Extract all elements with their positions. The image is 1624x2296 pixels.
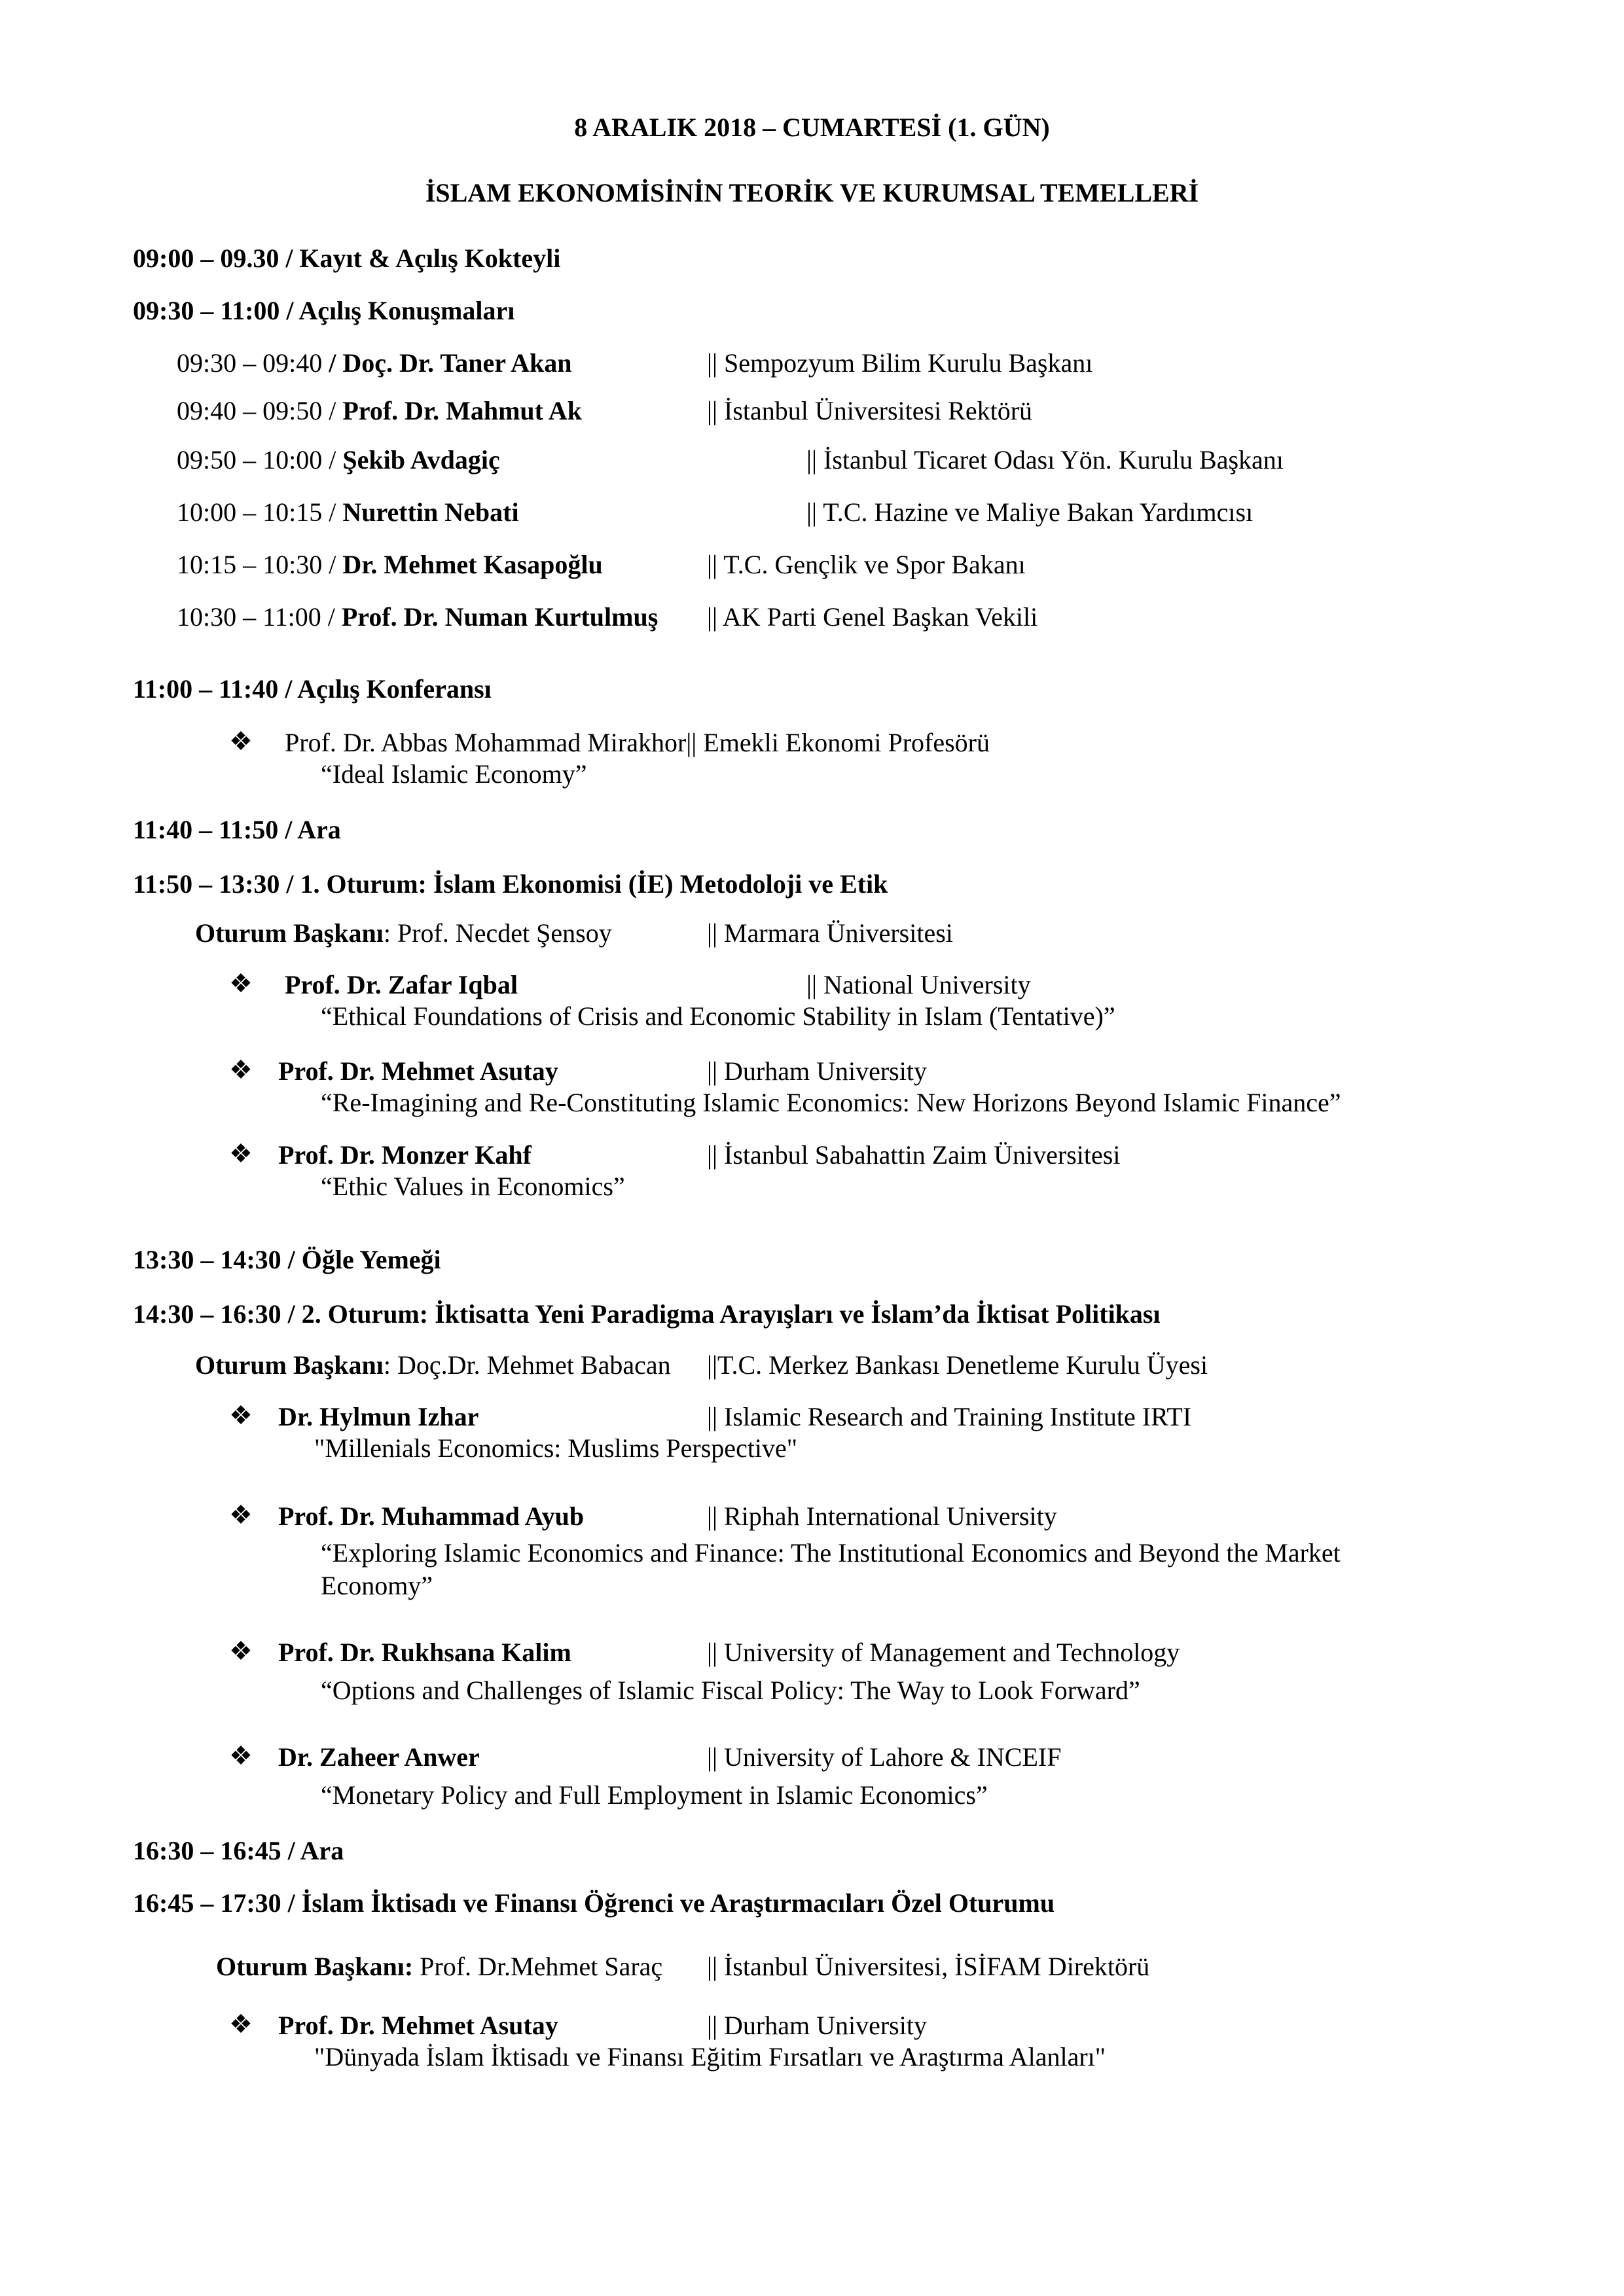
keynote-speaker-name: Prof. Dr. Abbas Mohammad Mirakhor xyxy=(285,728,687,757)
speech-separator: / xyxy=(321,602,342,632)
paper-title: “Monetary Policy and Full Employment in Islamic Economics” xyxy=(321,1780,988,1810)
paper-title: “Re-Imagining and Re-Constituting Islamic Economics: New Horizons Beyond Islamic Finance” xyxy=(321,1088,1341,1117)
presenter-name: Dr. Hylmun Izhar xyxy=(278,1402,479,1431)
session3-chair xyxy=(216,1952,662,1982)
bullet-icon: ❖ xyxy=(229,2009,253,2039)
speech-role: || AK Parti Genel Başkan Vekili xyxy=(707,602,1038,632)
bullet-icon: ❖ xyxy=(229,1139,253,1168)
presenter-name: Prof. Dr. Monzer Kahf xyxy=(278,1140,532,1170)
paper-title: “Ethical Foundations of Crisis and Economic Stability in Islam (Tentative)” xyxy=(321,1001,1115,1031)
speech-time: 10:00 – 10:15 xyxy=(177,497,323,527)
speech-row xyxy=(177,497,519,528)
session2-heading: 14:30 – 16:30 / 2. Oturum: İktisatta Yeni Paradigma Arayışları ve İslam’da İktisat Politikası xyxy=(133,1299,1161,1329)
paper-title: “Options and Challenges of Islamic Fiscal Policy: The Way to Look Forward” xyxy=(321,1676,1140,1705)
day-theme: İSLAM EKONOMİSİNİN TEORİK VE KURUMSAL TEMELLERİ xyxy=(425,178,1199,207)
break-block: 16:30 – 16:45 / Ara xyxy=(133,1836,344,1865)
speech-role: || İstanbul Üniversitesi Rektörü xyxy=(707,396,1033,425)
speech-role: || T.C. Gençlik ve Spor Bakanı xyxy=(707,550,1026,579)
speech-speaker: Prof. Dr. Numan Kurtulmuş xyxy=(341,602,659,632)
presenter-name: Dr. Zaheer Anwer xyxy=(278,1742,480,1772)
speech-separator: / xyxy=(322,396,343,425)
session2-chair xyxy=(195,1350,671,1380)
paper-title: “Exploring Islamic Economics and Finance: The Institutional Economics and Beyond the Market xyxy=(321,1538,1341,1568)
speech-row xyxy=(177,396,582,426)
chair-name: : Doç.Dr. Mehmet Babacan xyxy=(383,1350,671,1380)
presenter-affiliation: || Durham University xyxy=(707,2011,927,2040)
bullet-icon: ❖ xyxy=(229,1401,253,1430)
presenter-name: Prof. Dr. Zafar Iqbal xyxy=(285,970,518,999)
speech-speaker: Doç. Dr. Taner Akan xyxy=(342,348,572,378)
opening-speeches-block: 09:30 – 11:00 / Açılış Konuşmaları xyxy=(133,296,515,325)
speech-time: 09:30 – 09:40 xyxy=(177,348,323,378)
speech-speaker: Şekib Avdagiç xyxy=(342,445,500,475)
speech-speaker: Dr. Mehmet Kasapoğlu xyxy=(342,550,603,579)
break-block: 11:40 – 11:50 / Ara xyxy=(133,815,341,844)
keynote-speaker-role: || Emekli Ekonomi Profesörü xyxy=(686,728,990,757)
chair-label: Oturum Başkanı xyxy=(195,918,384,948)
speech-speaker: Nurettin Nebati xyxy=(342,497,519,527)
bullet-icon: ❖ xyxy=(229,1741,253,1770)
speech-role: || T.C. Hazine ve Maliye Bakan Yardımcısı xyxy=(806,497,1254,527)
presenter-affiliation: || Durham University xyxy=(707,1056,927,1086)
presenter-affiliation: || University of Management and Technology xyxy=(707,1638,1180,1667)
presenter-affiliation: || Riphah International University xyxy=(707,1501,1057,1531)
keynote-title: “Ideal Islamic Economy” xyxy=(321,759,587,789)
keynote-speaker xyxy=(285,728,990,758)
presenter-name: Prof. Dr. Muhammad Ayub xyxy=(278,1501,585,1531)
paper-title-continued: Economy” xyxy=(321,1571,433,1600)
bullet-icon: ❖ xyxy=(229,1636,253,1666)
bullet-icon: ❖ xyxy=(229,969,253,998)
presenter-name: Prof. Dr. Mehmet Asutay xyxy=(278,1056,558,1086)
day-heading: 8 ARALIK 2018 – CUMARTESİ (1. GÜN) xyxy=(574,113,1050,142)
chair-name: Prof. Dr.Mehmet Saraç xyxy=(420,1952,663,1981)
speech-separator: / xyxy=(322,445,343,475)
speech-row xyxy=(177,445,500,475)
presenter-name: Prof. Dr. Mehmet Asutay xyxy=(278,2011,558,2040)
speech-time: 09:50 – 10:00 xyxy=(177,445,323,475)
speech-row xyxy=(177,602,658,632)
session1-heading: 11:50 – 13:30 / 1. Oturum: İslam Ekonomisi (İE) Metodoloji ve Etik xyxy=(133,869,888,899)
session1-chair xyxy=(195,918,612,948)
speech-separator: / xyxy=(322,348,343,378)
speech-speaker: Prof. Dr. Mahmut Ak xyxy=(342,396,582,425)
presenter-name: Prof. Dr. Rukhsana Kalim xyxy=(278,1638,571,1667)
paper-title: "Dünyada İslam İktisadı ve Finansı Eğitim Fırsatları ve Araştırma Alanları" xyxy=(314,2042,1106,2072)
chair-affiliation: || İstanbul Üniversitesi, İSİFAM Direktörü xyxy=(707,1952,1150,1981)
bullet-icon: ❖ xyxy=(229,1500,253,1530)
registration-block: 09:00 – 09.30 / Kayıt & Açılış Kokteyli xyxy=(133,243,561,273)
speech-row xyxy=(177,550,603,580)
paper-title: “Ethic Values in Economics” xyxy=(321,1172,625,1201)
speech-separator: / xyxy=(322,497,343,527)
presenter-affiliation: || University of Lahore & INCEIF xyxy=(707,1742,1062,1772)
keynote-block: 11:00 – 11:40 / Açılış Konferansı xyxy=(133,674,492,704)
presenter-affiliation: || İstanbul Sabahattin Zaim Üniversitesi xyxy=(707,1140,1121,1170)
speech-time: 10:15 – 10:30 xyxy=(177,550,323,579)
session3-heading: 16:45 – 17:30 / İslam İktisadı ve Finansı Öğrenci ve Araştırmacıları Özel Oturumu xyxy=(133,1888,1055,1918)
paper-title: "Millenials Economics: Muslims Perspective" xyxy=(314,1433,798,1463)
presenter-affiliation: || Islamic Research and Training Institute IRTI xyxy=(707,1402,1192,1431)
presenter-affiliation: || National University xyxy=(806,970,1031,999)
speech-time: 10:30 – 11:00 xyxy=(177,602,321,632)
chair-affiliation: ||T.C. Merkez Bankası Denetleme Kurulu Üyesi xyxy=(707,1350,1208,1380)
bullet-icon: ❖ xyxy=(229,1055,253,1085)
chair-name: : Prof. Necdet Şensoy xyxy=(383,918,612,948)
speech-separator: / xyxy=(322,550,343,579)
speech-role: || Sempozyum Bilim Kurulu Başkanı xyxy=(707,348,1093,378)
speech-time: 09:40 – 09:50 xyxy=(177,396,323,425)
speech-role: || İstanbul Ticaret Odası Yön. Kurulu Başkanı xyxy=(806,445,1284,475)
chair-label: Oturum Başkanı xyxy=(195,1350,384,1380)
speech-row xyxy=(177,348,571,378)
chair-affiliation: || Marmara Üniversitesi xyxy=(707,918,953,948)
bullet-icon: ❖ xyxy=(229,726,253,756)
lunch-block: 13:30 – 14:30 / Öğle Yemeği xyxy=(133,1245,441,1274)
chair-label: Oturum Başkanı: xyxy=(216,1952,414,1981)
